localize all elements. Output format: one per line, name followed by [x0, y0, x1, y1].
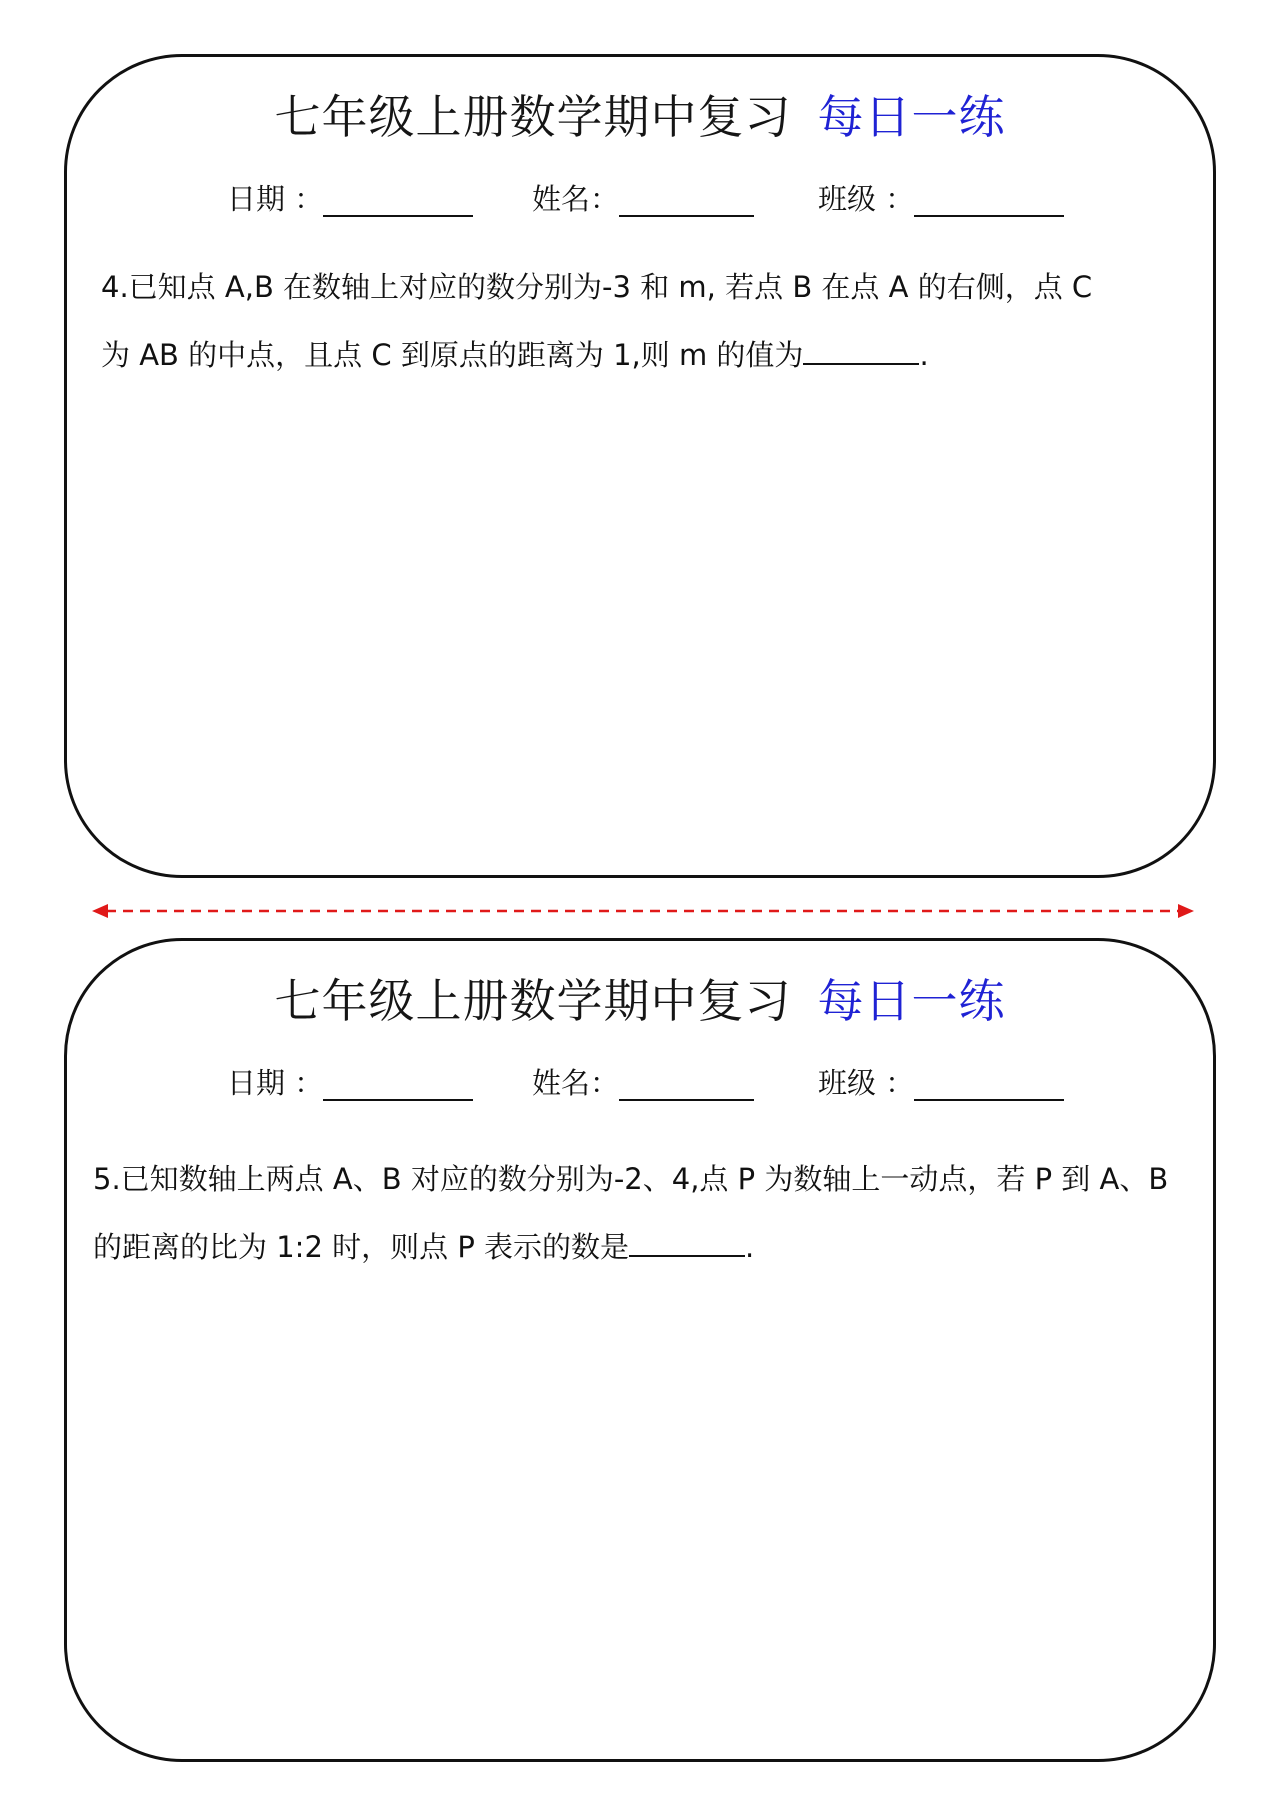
- name-blank[interactable]: [619, 179, 754, 217]
- date-field[interactable]: [227, 1063, 473, 1103]
- question-period: .: [919, 338, 929, 372]
- question-5: [93, 1145, 1185, 1281]
- title-main: 七年级上册数学期中复习: [274, 90, 792, 144]
- cut-divider: [92, 901, 1194, 921]
- name-blank[interactable]: [619, 1063, 754, 1101]
- card-title: [67, 971, 1213, 1031]
- class-blank[interactable]: [914, 179, 1064, 217]
- class-blank[interactable]: [914, 1063, 1064, 1101]
- arrow-right-icon: [1178, 904, 1194, 918]
- date-blank[interactable]: [323, 1063, 473, 1101]
- question-text: 为 AB 的中点，且点 C 到原点的距离为 1,则 m 的值为: [101, 338, 804, 372]
- name-label: 姓名：: [532, 182, 620, 216]
- date-label: 日期 ：: [227, 182, 324, 216]
- title-main: 七年级上册数学期中复习: [274, 974, 792, 1028]
- arrow-left-icon: [92, 904, 108, 918]
- info-row: [227, 179, 1167, 219]
- answer-blank[interactable]: [803, 329, 919, 365]
- date-blank[interactable]: [323, 179, 473, 217]
- date-label: 日期 ：: [227, 1066, 324, 1100]
- name-label: 姓名：: [532, 1066, 620, 1100]
- card-title: [67, 87, 1213, 147]
- name-field[interactable]: [532, 179, 754, 219]
- question-4: [101, 253, 1185, 389]
- question-period: .: [745, 1230, 755, 1264]
- question-text: 的距离的比为 1:2 时，则点 P 表示的数是: [93, 1230, 630, 1264]
- question-line-1: 5.已知数轴上两点 A、B 对应的数分别为-2、4,点 P 为数轴上一动点，若 P 到 A、B: [93, 1162, 1169, 1196]
- date-field[interactable]: [227, 179, 473, 219]
- title-accent: 每日一练: [817, 90, 1006, 144]
- question-line-2: [101, 321, 1185, 389]
- name-field[interactable]: [532, 1063, 754, 1103]
- question-line-1: 4.已知点 A,B 在数轴上对应的数分别为-3 和 m, 若点 B 在点 A 的右侧，点 C: [101, 270, 1093, 304]
- title-accent: 每日一练: [817, 974, 1006, 1028]
- exercise-card-1: [64, 54, 1216, 878]
- info-row: [227, 1063, 1167, 1103]
- question-line-2: [93, 1213, 1185, 1281]
- exercise-card-2: [64, 938, 1216, 1762]
- answer-blank[interactable]: [629, 1221, 745, 1257]
- class-label: 班级 ：: [818, 1066, 915, 1100]
- class-field[interactable]: [818, 1063, 1064, 1103]
- class-field[interactable]: [818, 179, 1064, 219]
- class-label: 班级 ：: [818, 182, 915, 216]
